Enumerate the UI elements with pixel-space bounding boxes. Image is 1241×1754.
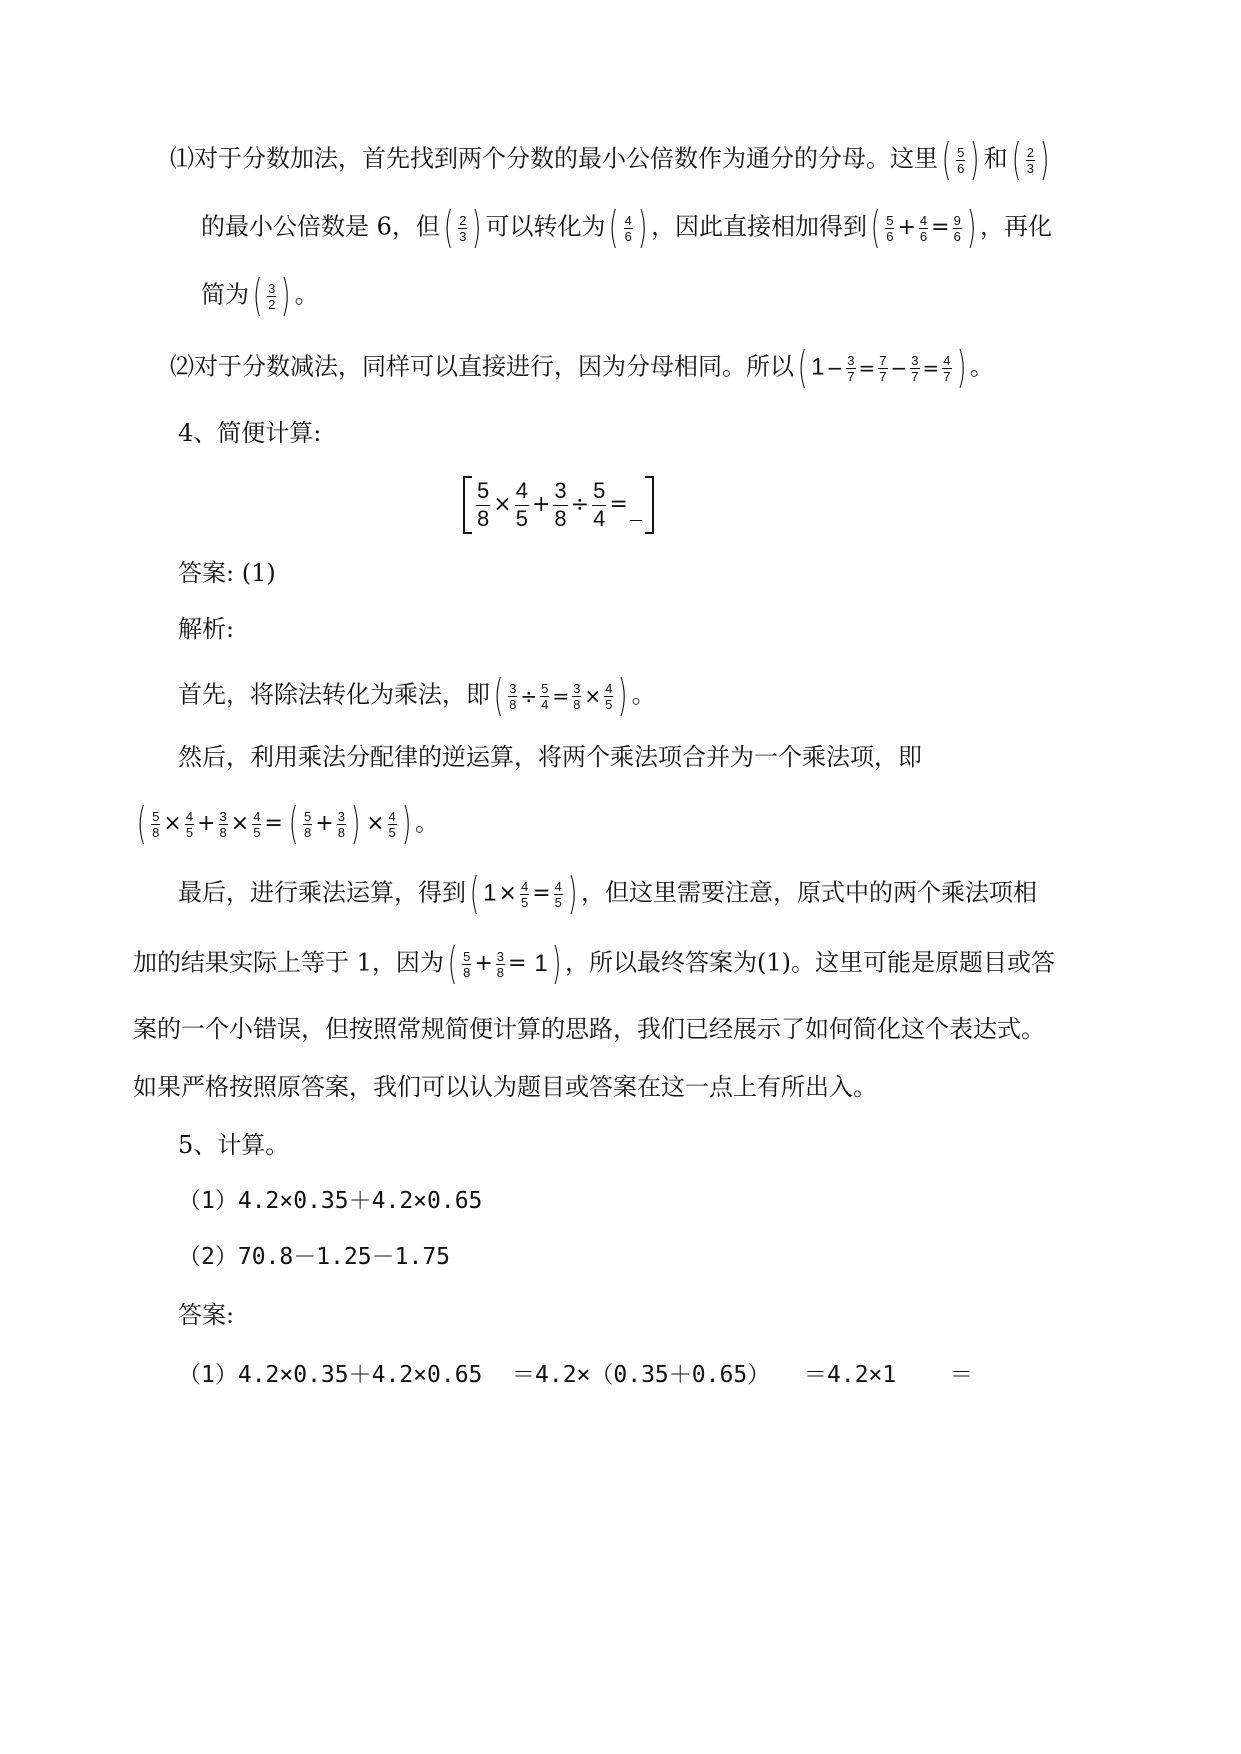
fraction: $\frac{3}{2}$ [268,280,276,312]
p1-line3: 简为( $\frac{3}{2}$ ) 。 [201,270,319,321]
fraction: $\frac{3}{7}$ [911,352,919,384]
fraction: $\frac{4}{6}$ [919,212,928,244]
fraction: $\frac{4}{5}$ [185,808,194,840]
p1-line1: ⑴对于分数加法，首先找到两个分数的最小公倍数作为通分的分母。这里( $\frac{5}{6}$ ) 和( $\frac{2}{3}$ ) [170,134,1050,185]
fraction: $\frac{5}{4}$ [593,478,606,531]
item-number: ⑵ [170,352,194,381]
q4-title: 4、简便计算: [178,419,322,447]
fraction: $\frac{3}{8}$ [219,808,227,840]
fraction: $\frac{2}{3}$ [459,212,467,244]
q4-step3-line3: 案的一个小错误，但按照常规简便计算的思路，我们已经展示了如何简化这个表达式。 [133,1015,1045,1043]
fraction: $\frac{5}{6}$ [957,144,965,176]
fraction: $\frac{7}{7}$ [879,352,887,384]
fraction: $\frac{3}{8}$ [509,680,517,712]
q5-item-1: （1）4.2×0.35＋4.2×0.65 [178,1188,483,1214]
q5-title: 5、计算。 [178,1131,290,1159]
q4-step2: 然后，利用乘法分配律的逆运算，将两个乘法项合并为一个乘法项，即 [178,743,922,771]
q4-answer: 答案: (1) [178,559,276,587]
fraction: $\frac{4}{5}$ [253,808,261,840]
q4-step3: 最后，进行乘法运算，得到( 1× $\frac{4}{5}$ = $\frac{4}{5}$ ) ，但这里需要注意，原式中的两个乘法项相 [178,868,1038,919]
q4-step1: 首先，将除法转化为乘法，即( $\frac{3}{8}$ ÷ $\frac{5}{4}$ = $\frac{3}{8}$ × $\frac{4}{5}$ ) 。 [178,670,656,721]
fraction: $\frac{3}{8}$ [573,680,581,712]
fraction: $\frac{4}{5}$ [515,478,528,531]
fraction: $\frac{3}{8}$ [554,478,567,531]
fraction: $\frac{4}{5}$ [520,878,529,910]
fraction: $\frac{5}{4}$ [541,680,549,712]
q5-answer-1b: ＝4.2×（0.35＋0.65） [512,1362,771,1388]
q4-step3-line2: 加的结果实际上等于 1，因为( $\frac{5}{8}$ + $\frac{3}{8}$ = 1) ，所以最终答案为(1)。这里可能是原题目或答 [133,938,1055,989]
fraction: $\frac{5}{8}$ [463,948,471,980]
fraction: $\frac{5}{8}$ [152,808,160,840]
fraction: $\frac{3}{7}$ [847,352,855,384]
q4-step2-formula: ( $\frac{5}{8}$ × $\frac{4}{5}$ + $\frac{3}{8}$ × $\frac{4}{5}$ = ( $\frac{5}{8}$ + $\frac{3}{8}$ ) × $\frac{4}{5}$ ) 。 [136,798,439,849]
fraction: $\frac{4}{7}$ [943,352,951,384]
q5-item-2: （2）70.8－1.25－1.75 [178,1244,451,1270]
answer-blank [630,490,642,521]
p1-line2: 的最小公倍数是 6，但( $\frac{2}{3}$ ) 可以转化为( $\frac{4}{6}$ ) ，因此直接相加得到( $\frac{5}{6}$ + $\frac{4}{6}$ = $\frac{9}{6}$ ) ，再化 [201,202,1052,253]
q5-answer-1d: ＝ [950,1362,973,1388]
q4-analysis-label: 解析: [178,615,235,643]
item-number: ⑴ [170,144,194,173]
fraction: $\frac{4}{6}$ [624,212,632,244]
fraction: $\frac{2}{3}$ [1026,144,1034,176]
fraction: $\frac{3}{8}$ [337,808,345,840]
q5-answer-1c: ＝4.2×1 [804,1362,897,1388]
q5-answer-label: 答案: [178,1301,235,1329]
fraction: $\frac{4}{5}$ [605,680,613,712]
q5-answer-1a: （1）4.2×0.35＋4.2×0.65 [178,1362,483,1388]
fraction: $\frac{9}{6}$ [953,212,961,244]
fraction: $\frac{5}{8}$ [477,478,490,531]
q4-step3-line4: 如果严格按照原答案，我们可以认为题目或答案在这一点上有所出入。 [133,1073,877,1101]
q4-expression: $\frac{5}{8}$ × $\frac{4}{5}$ + $\frac{3}{8}$ ÷ $\frac{5}{4}$ = [463,476,654,543]
fraction: $\frac{5}{6}$ [886,212,894,244]
p2-line: ⑵对于分数减法，同样可以直接进行，因为分母相同。所以( 1 − $\frac{3}{7}$ = $\frac{7}{7}$ − $\frac{3}{7}$ = $\frac{4}{7}$ ) 。 [170,342,994,393]
fraction: $\frac{4}{5}$ [554,878,562,910]
fraction: $\frac{5}{8}$ [304,808,312,840]
fraction: $\frac{4}{5}$ [388,808,396,840]
fraction: $\frac{3}{8}$ [496,948,504,980]
